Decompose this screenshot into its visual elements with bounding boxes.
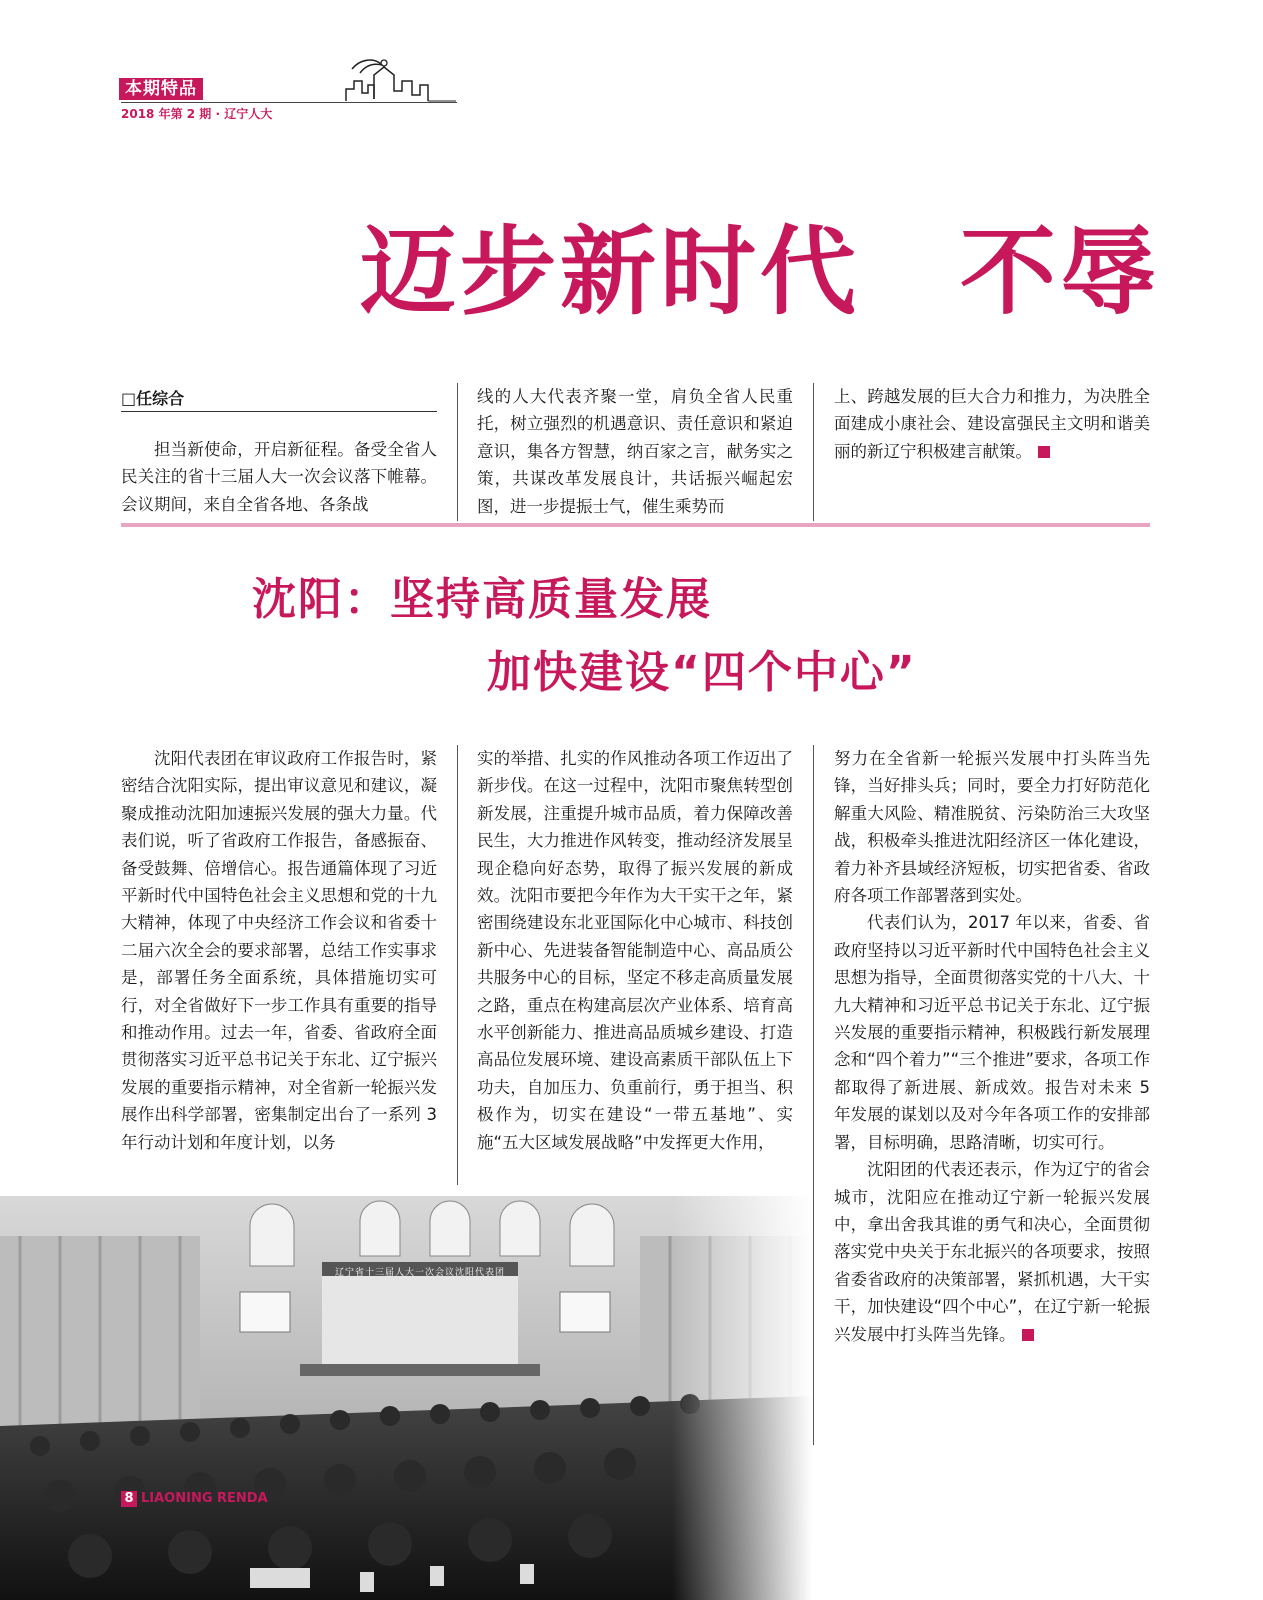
article-paragraph: 实的举措、扎实的作风推动各项工作迈出了新步伐。在这一过程中，沈阳市聚焦转型创新发展，注重提升城市品质，着力保障改善民生，大力推进作风转变，推动经济发展呈现企稳向好态势，取得了振兴发展的新成效。沈阳市要把今年作为大干实干之年，紧密围绕建设东北亚国际化中心城市、科技创新中心、先进装备智能制造中心、高品质公共服务中心的目标，坚定不移走高质量发展之路，重点在构建高层次产业体系、培育高水平创新能力、推进高品质城乡建设、打造高品位发展环境、建设高素质干部队伍上下功夫，自加压力、负重前行，勇于担当、积极作为，切实在建设“一带五基地”、实施“五大区域发展战略”中发挥更大作用， xyxy=(477,749,793,1152)
intro-column-2 xyxy=(477,383,793,520)
intro-paragraph-2: 线的人大代表齐聚一堂，肩负全省人民重托，树立强烈的机遇意识、责任意识和紧迫意识，集各方智慧，纳百家之言，献务实之策，共谋改革发展良计，共话振兴崛起宏图，进一步提振士气，催生乘势而 xyxy=(477,387,793,516)
section-tag: 本期特品 xyxy=(119,78,203,100)
article-paragraph xyxy=(834,1156,1150,1348)
article-title-line-1: 沈阳：坚持高质量发展 xyxy=(252,574,712,625)
column-divider xyxy=(457,745,458,1185)
intro-column-1 xyxy=(121,436,437,518)
end-mark-icon xyxy=(1022,1329,1034,1341)
article-column-1 xyxy=(121,745,437,1156)
article-paragraph: 代表们认为，2017 年以来，省委、省政府坚持以习近平新时代中国特色社会主义思想为指导，全面贯彻落实党的十八大、十九大精神和习近平总书记关于东北、辽宁振兴发展的重要指示精神，积极践行新发展理念和“四个着力”“三个推进”要求，各项工作都取得了新进展、新成效。报告对未来 5 年发展的谋划以及对今年各项工作的安排部署，目标明确，思路清晰，切实可行。 xyxy=(834,913,1150,1152)
intro-column-3 xyxy=(834,383,1150,465)
column-divider xyxy=(813,745,814,1445)
intro-paragraph-1: 担当新使命，开启新征程。备受全省人民关注的省十三届人大一次会议落下帷幕。会议期间，来自全省各地、各条战 xyxy=(121,440,437,514)
feature-headline: 迈步新时代 不辱 xyxy=(360,216,1160,328)
article-title-line-2: 加快建设“四个中心” xyxy=(487,647,917,698)
photo-fade xyxy=(672,1196,812,1600)
article-paragraph: 努力在全省新一轮振兴发展中打头阵当先锋，当好排头兵；同时，要全力打好防范化解重大风险、精准脱贫、污染防治三大攻坚战，积极牵头推进沈阳经济区一体化建设，着力补齐县域经济短板，切实把省委、省政府各项工作部署落到实处。 xyxy=(834,749,1150,906)
article-column-2 xyxy=(477,745,793,1156)
magazine-name: LIAONING RENDA xyxy=(141,1491,268,1506)
column-divider xyxy=(457,383,458,521)
page-number: 8 xyxy=(121,1491,137,1507)
meeting-hall-photo xyxy=(0,1196,812,1600)
section-divider xyxy=(121,523,1150,527)
author-byline: □任综合 xyxy=(121,389,185,408)
intro-paragraph-3 xyxy=(834,383,1150,465)
article-column-3 xyxy=(834,745,1150,1348)
intro-paragraph-3-text: 上、跨越发展的巨大合力和推力，为决胜全面建成小康社会、建设富强民主文明和谐美丽的新辽宁积极建言献策。 xyxy=(834,387,1150,461)
issue-line: 2018 年第 2 期 · 辽宁人大 xyxy=(121,107,273,121)
city-skyline-logo-icon xyxy=(344,55,459,105)
byline-rule xyxy=(121,411,437,412)
photo-banner-text: 辽宁省十三届人大一次会议沈阳代表团 xyxy=(334,1268,505,1278)
end-mark-icon xyxy=(1038,446,1050,458)
article-paragraph: 沈阳代表团在审议政府工作报告时，紧密结合沈阳实际，提出审议意见和建议，凝聚成推动沈阳加速振兴发展的强大力量。代表们说，听了省政府工作报告，备感振奋、备受鼓舞、倍增信心。报告通篇体现了习近平新时代中国特色社会主义思想和党的十九大精神，体现了中央经济工作会议和省委十二届六次全会的要求部署，总结工作实事求是，部署任务全面系统，具体措施切实可行，对全省做好下一步工作具有重要的指导和推动作用。过去一年，省委、省政府全面贯彻落实习近平总书记关于东北、辽宁振兴发展的重要指示精神，对全省新一轮振兴发展作出科学部署，密集制定出台了一系列 3 年行动计划和年度计划，以务 xyxy=(121,749,437,1152)
article-paragraph-text: 沈阳团的代表还表示，作为辽宁的省会城市，沈阳应在推动辽宁新一轮振兴发展中，拿出舍我其谁的勇气和决心，全面贯彻落实党中央关于东北振兴的各项要求，按照省委省政府的决策部署，紧抓机遇，大干实干，加快建设“四个中心”，在辽宁新一轮振兴发展中打头阵当先锋。 xyxy=(834,1160,1150,1344)
column-divider xyxy=(813,383,814,521)
